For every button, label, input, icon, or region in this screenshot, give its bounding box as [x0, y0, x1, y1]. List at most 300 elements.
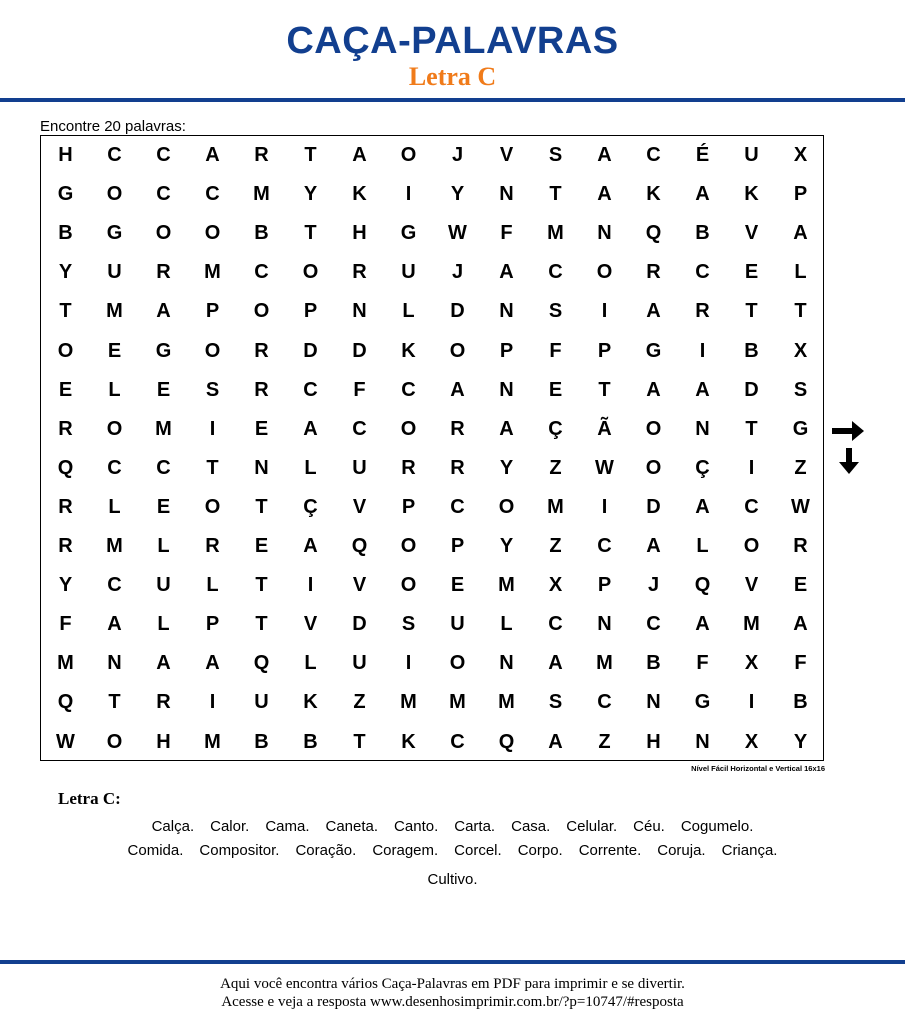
grid-cell: Z: [549, 535, 562, 557]
grid-cell: A: [695, 613, 710, 636]
grid-cell: W: [791, 495, 810, 518]
word-list-item: Carta.: [454, 818, 496, 835]
grid-cell: G: [155, 339, 172, 362]
grid-cell: G: [106, 222, 123, 245]
bottom-divider: [0, 960, 905, 964]
grid-cell: A: [695, 183, 710, 206]
grid-cell: A: [548, 730, 563, 753]
grid-cell: K: [744, 183, 759, 206]
grid-cell: E: [254, 417, 269, 440]
grid-cell: K: [646, 183, 661, 206]
grid-row: [41, 488, 823, 527]
grid-cell: D: [646, 495, 661, 518]
word-list-item: Coragem.: [372, 842, 439, 859]
grid-cell: F: [794, 652, 807, 675]
grid-cell: L: [304, 456, 317, 479]
grid-cell: A: [548, 652, 563, 675]
grid-cell: U: [352, 456, 367, 479]
grid-cell: F: [59, 613, 72, 636]
grid-cell: T: [59, 300, 72, 323]
grid-cell: B: [646, 652, 661, 675]
grid-cell: M: [204, 261, 221, 284]
grid-cell: E: [548, 378, 563, 401]
grid-cell: Z: [598, 730, 611, 753]
grid-cell: A: [107, 613, 122, 636]
grid-cell: B: [58, 222, 73, 245]
grid-cell: M: [547, 495, 564, 518]
grid-cell: N: [499, 652, 514, 675]
word-list-item: Corcel.: [454, 842, 502, 859]
grid-cell: M: [547, 222, 564, 245]
grid-cell: Y: [303, 183, 318, 206]
grid-cell: S: [548, 691, 563, 714]
grid-cell: M: [106, 535, 123, 557]
grid-cell: O: [400, 574, 417, 597]
grid-cell: U: [352, 652, 367, 675]
grid-cell: M: [449, 691, 466, 714]
grid-cell: V: [744, 574, 759, 597]
grid-cell: N: [499, 183, 514, 206]
grid-cell: L: [304, 652, 317, 675]
grid-cell: R: [352, 261, 367, 284]
grid-cell: W: [595, 456, 614, 479]
grid-cell: Q: [57, 456, 74, 479]
word-search-grid: [40, 135, 824, 761]
grid-cell: A: [303, 417, 318, 440]
grid-cell: Ç: [695, 456, 710, 479]
grid-cell: L: [206, 574, 219, 597]
grid-cell: C: [352, 417, 367, 440]
grid-cell: V: [303, 613, 318, 636]
grid-cell: H: [58, 144, 73, 166]
grid-cell: X: [744, 730, 759, 753]
grid-cell: O: [204, 222, 221, 245]
word-list-item: Celular.: [566, 818, 618, 835]
grid-cell: V: [744, 222, 759, 245]
grid-cell: W: [448, 222, 467, 245]
grid-cell: L: [157, 613, 170, 636]
grid-cell: R: [450, 417, 465, 440]
grid-cell: T: [304, 222, 317, 245]
grid-cell: C: [156, 183, 171, 206]
grid-cell: O: [645, 456, 662, 479]
grid-cell: C: [548, 613, 563, 636]
word-list-row: [0, 818, 905, 835]
grid-cell: O: [204, 339, 221, 362]
word-list-item: Coruja.: [657, 842, 706, 859]
grid-cell: L: [402, 300, 415, 323]
grid-cell: A: [205, 652, 220, 675]
grid-cell: A: [646, 378, 661, 401]
word-list-item: Criança.: [721, 842, 778, 859]
grid-cell: S: [548, 144, 563, 166]
grid-cell: D: [352, 613, 367, 636]
grid-cell: Ã: [597, 417, 612, 440]
grid-cell: T: [206, 456, 219, 479]
grid-cell: Q: [645, 222, 662, 245]
grid-cell: M: [155, 417, 172, 440]
grid-cell: K: [401, 730, 416, 753]
page-title: CAÇA-PALAVRAS: [286, 20, 619, 62]
grid-cell: O: [253, 300, 270, 323]
grid-cell: O: [155, 222, 172, 245]
grid-cell: M: [498, 691, 515, 714]
word-list-item: Compositor.: [199, 842, 280, 859]
grid-cell: R: [156, 261, 171, 284]
level-note: Nível Fácil Horizontal e Vertical 16x16: [691, 764, 825, 773]
grid-cell: N: [597, 222, 612, 245]
grid-cell: I: [601, 495, 608, 518]
grid-cell: I: [601, 300, 608, 323]
grid-cell: U: [254, 691, 269, 714]
grid-cell: C: [254, 261, 269, 284]
grid-cell: Y: [499, 456, 514, 479]
grid-row: [41, 136, 823, 175]
word-list-item: Casa.: [511, 818, 551, 835]
grid-cell: O: [645, 417, 662, 440]
word-list-item: Céu.: [633, 818, 665, 835]
grid-cell: G: [57, 183, 74, 206]
grid-cell: C: [597, 691, 612, 714]
grid-cell: B: [744, 339, 759, 362]
grid-cell: P: [793, 183, 808, 206]
grid-cell: B: [793, 691, 808, 714]
grid-cell: Q: [351, 535, 368, 557]
grid-cell: D: [744, 378, 759, 401]
grid-cell: U: [450, 613, 465, 636]
grid-cell: Z: [549, 456, 562, 479]
grid-cell: C: [744, 495, 759, 518]
grid-cell: E: [793, 574, 808, 597]
grid-cell: A: [303, 535, 318, 557]
grid-cell: M: [57, 652, 74, 675]
grid-cell: E: [254, 535, 269, 557]
grid-cell: R: [156, 691, 171, 714]
grid-cell: P: [205, 613, 220, 636]
grid-cell: U: [744, 144, 759, 166]
grid-cell: C: [401, 378, 416, 401]
grid-row: [41, 723, 823, 762]
grid-cell: P: [205, 300, 220, 323]
grid-cell: Q: [253, 652, 270, 675]
grid-cell: R: [254, 339, 269, 362]
grid-cell: J: [451, 261, 464, 284]
footer-link-text: Acesse e veja a resposta www.desenhosimprimir.com.br/?p=10747/#resposta: [221, 994, 684, 1010]
grid-row: [41, 605, 823, 644]
grid-cell: B: [254, 730, 269, 753]
grid-cell: P: [499, 339, 514, 362]
grid-cell: L: [500, 613, 513, 636]
grid-cell: A: [499, 417, 514, 440]
grid-cell: O: [106, 730, 123, 753]
grid-cell: T: [353, 730, 366, 753]
grid-cell: I: [209, 417, 216, 440]
grid-cell: F: [549, 339, 562, 362]
grid-cell: E: [107, 339, 122, 362]
grid-cell: O: [449, 339, 466, 362]
grid-cell: R: [695, 300, 710, 323]
grid-cell: N: [499, 378, 514, 401]
grid-cell: A: [695, 495, 710, 518]
grid-cell: P: [401, 495, 416, 518]
grid-cell: C: [597, 535, 612, 557]
grid-cell: C: [548, 261, 563, 284]
grid-cell: U: [156, 574, 171, 597]
grid-cell: A: [793, 613, 808, 636]
grid-row: [41, 332, 823, 371]
grid-cell: I: [307, 574, 314, 597]
grid-cell: N: [646, 691, 661, 714]
grid-cell: N: [695, 730, 710, 753]
grid-cell: O: [449, 652, 466, 675]
grid-cell: A: [499, 261, 514, 284]
grid-cell: O: [106, 417, 123, 440]
grid-cell: C: [303, 378, 318, 401]
grid-row: [41, 683, 823, 722]
grid-cell: A: [695, 378, 710, 401]
grid-cell: E: [156, 495, 171, 518]
grid-cell: N: [254, 456, 269, 479]
grid-cell: X: [744, 652, 759, 675]
grid-cell: A: [352, 144, 367, 166]
arrow-right-icon: [830, 420, 866, 442]
grid-cell: Q: [694, 574, 711, 597]
grid-row: [41, 527, 823, 566]
grid-cell: M: [204, 730, 221, 753]
grid-cell: L: [108, 378, 121, 401]
grid-cell: S: [205, 378, 220, 401]
grid-cell: I: [699, 339, 706, 362]
grid-row: [41, 449, 823, 488]
grid-cell: M: [400, 691, 417, 714]
grid-cell: C: [205, 183, 220, 206]
grid-cell: L: [157, 535, 170, 557]
grid-cell: I: [209, 691, 216, 714]
grid-cell: F: [353, 378, 366, 401]
grid-cell: D: [352, 339, 367, 362]
grid-cell: R: [254, 144, 269, 166]
word-list-item: Cultivo.: [427, 871, 478, 888]
grid-cell: N: [352, 300, 367, 323]
grid-cell: C: [156, 456, 171, 479]
grid-cell: O: [302, 261, 319, 284]
grid-cell: C: [646, 144, 661, 166]
grid-cell: Y: [58, 261, 73, 284]
grid-cell: L: [108, 495, 121, 518]
grid-cell: Ç: [303, 495, 318, 518]
grid-cell: T: [794, 300, 807, 323]
grid-cell: S: [548, 300, 563, 323]
grid-cell: É: [695, 144, 710, 166]
grid-cell: P: [597, 574, 612, 597]
grid-cell: B: [303, 730, 318, 753]
grid-cell: J: [647, 574, 660, 597]
instructions-text: Encontre 20 palavras:: [40, 118, 186, 135]
grid-cell: O: [498, 495, 515, 518]
word-list-item: Caneta.: [325, 818, 379, 835]
grid-cell: C: [107, 456, 122, 479]
grid-cell: H: [352, 222, 367, 245]
grid-cell: A: [793, 222, 808, 245]
word-list-item: Cama.: [265, 818, 310, 835]
word-list-item: Cogumelo.: [680, 818, 754, 835]
grid-cell: O: [400, 417, 417, 440]
word-list-row: [0, 842, 905, 859]
grid-cell: A: [156, 300, 171, 323]
grid-row: [41, 566, 823, 605]
grid-cell: I: [748, 456, 755, 479]
grid-cell: F: [696, 652, 709, 675]
grid-cell: N: [597, 613, 612, 636]
grid-cell: W: [56, 730, 75, 753]
grid-row: [41, 253, 823, 292]
grid-cell: Ç: [548, 417, 563, 440]
grid-cell: S: [401, 613, 416, 636]
grid-cell: O: [57, 339, 74, 362]
grid-cell: T: [745, 300, 758, 323]
grid-cell: C: [695, 261, 710, 284]
grid-cell: Q: [498, 730, 515, 753]
grid-cell: A: [646, 535, 661, 557]
grid-cell: C: [646, 613, 661, 636]
grid-cell: U: [401, 261, 416, 284]
grid-cell: B: [695, 222, 710, 245]
word-list-item: Comida.: [127, 842, 184, 859]
grid-cell: Q: [57, 691, 74, 714]
page-subtitle: Letra C: [408, 62, 497, 91]
grid-cell: O: [400, 144, 417, 166]
grid-cell: P: [597, 339, 612, 362]
grid-cell: H: [646, 730, 661, 753]
grid-cell: X: [548, 574, 563, 597]
grid-cell: A: [450, 378, 465, 401]
grid-row: [41, 371, 823, 410]
grid-row: [41, 292, 823, 331]
grid-cell: B: [254, 222, 269, 245]
grid-cell: T: [745, 417, 758, 440]
grid-cell: M: [498, 574, 515, 597]
grid-cell: E: [744, 261, 759, 284]
grid-cell: L: [794, 261, 807, 284]
word-list-title: Letra C:: [58, 789, 121, 808]
word-list-item: Calor.: [210, 818, 250, 835]
grid-cell: X: [793, 144, 808, 166]
grid-cell: I: [405, 183, 412, 206]
grid-cell: A: [156, 652, 171, 675]
grid-cell: V: [499, 144, 514, 166]
grid-row: [41, 644, 823, 683]
grid-cell: C: [450, 495, 465, 518]
top-divider: [0, 98, 905, 102]
word-list-item: Canto.: [394, 818, 439, 835]
grid-cell: T: [549, 183, 562, 206]
grid-cell: I: [405, 652, 412, 675]
grid-cell: M: [596, 652, 613, 675]
grid-cell: Y: [58, 574, 73, 597]
word-list-item: Calça.: [151, 818, 195, 835]
grid-cell: Y: [450, 183, 465, 206]
footer-text: Aqui você encontra vários Caça-Palavras em PDF para imprimir e se divertir.: [220, 976, 685, 992]
grid-cell: H: [156, 730, 171, 753]
grid-cell: A: [597, 144, 612, 166]
grid-cell: A: [597, 183, 612, 206]
grid-cell: N: [107, 652, 122, 675]
grid-cell: K: [303, 691, 318, 714]
word-list-item: Coração.: [295, 842, 357, 859]
grid-cell: V: [352, 495, 367, 518]
word-list-item: Corrente.: [578, 842, 642, 859]
grid-cell: R: [450, 456, 465, 479]
grid-cell: M: [253, 183, 270, 206]
grid-cell: R: [205, 535, 220, 557]
arrow-down-icon: [838, 447, 860, 475]
grid-cell: U: [107, 261, 122, 284]
grid-cell: F: [500, 222, 513, 245]
grid-cell: T: [255, 574, 268, 597]
grid-cell: R: [646, 261, 661, 284]
grid-cell: C: [107, 144, 122, 166]
grid-cell: R: [58, 535, 73, 557]
grid-cell: X: [793, 339, 808, 362]
grid-cell: E: [58, 378, 73, 401]
grid-row: [41, 410, 823, 449]
grid-cell: R: [254, 378, 269, 401]
grid-cell: N: [695, 417, 710, 440]
grid-cell: Z: [794, 456, 807, 479]
grid-cell: T: [304, 144, 317, 166]
grid-cell: O: [106, 183, 123, 206]
grid-cell: R: [58, 417, 73, 440]
grid-cell: O: [743, 535, 760, 557]
grid-cell: C: [107, 574, 122, 597]
grid-cell: V: [352, 574, 367, 597]
grid-cell: L: [696, 535, 709, 557]
grid-cell: T: [598, 378, 611, 401]
grid-cell: T: [108, 691, 121, 714]
grid-row: [41, 214, 823, 253]
grid-cell: C: [156, 144, 171, 166]
grid-cell: N: [499, 300, 514, 323]
grid-cell: A: [646, 300, 661, 323]
grid-cell: E: [156, 378, 171, 401]
grid-cell: J: [451, 144, 464, 166]
grid-cell: M: [106, 300, 123, 323]
grid-cell: M: [743, 613, 760, 636]
grid-cell: C: [450, 730, 465, 753]
grid-cell: Z: [353, 691, 366, 714]
grid-cell: G: [694, 691, 711, 714]
grid-cell: G: [792, 417, 809, 440]
grid-cell: K: [352, 183, 367, 206]
grid-cell: I: [748, 691, 755, 714]
grid-cell: K: [401, 339, 416, 362]
word-list-row: [0, 871, 905, 888]
grid-cell: Y: [793, 730, 808, 753]
grid-cell: Y: [499, 535, 514, 557]
grid-row: [41, 175, 823, 214]
grid-cell: G: [400, 222, 417, 245]
grid-cell: P: [450, 535, 465, 557]
word-list-item: Corpo.: [517, 842, 563, 859]
grid-cell: P: [303, 300, 318, 323]
grid-cell: R: [401, 456, 416, 479]
grid-cell: O: [204, 495, 221, 518]
grid-cell: T: [255, 613, 268, 636]
grid-cell: O: [596, 261, 613, 284]
grid-cell: O: [400, 535, 417, 557]
grid-cell: E: [450, 574, 465, 597]
grid-cell: G: [645, 339, 662, 362]
